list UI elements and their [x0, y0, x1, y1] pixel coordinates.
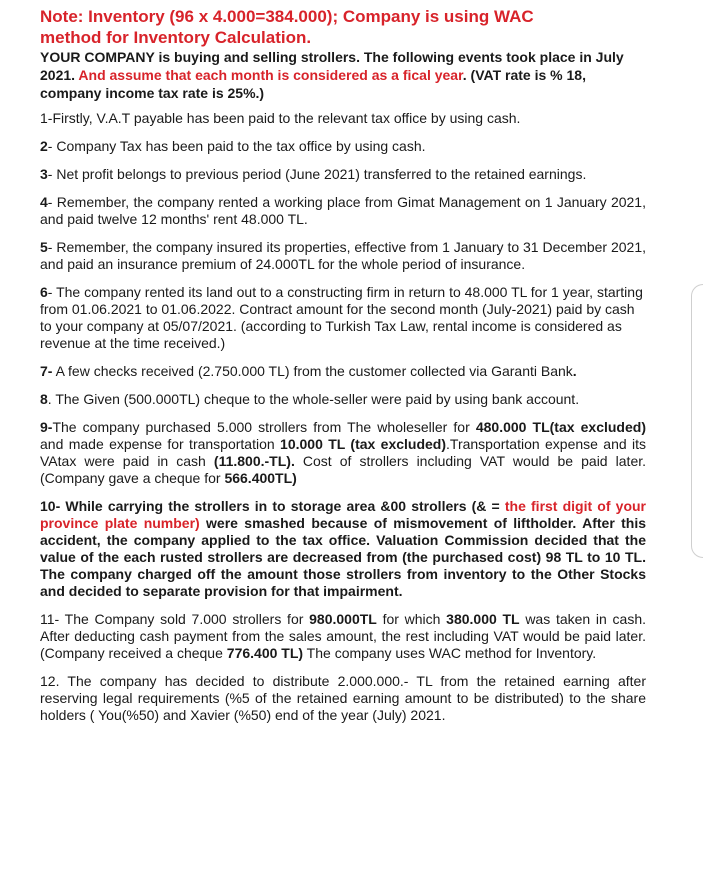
note-title: [40, 6, 646, 48]
event-2-number: 2: [40, 138, 48, 154]
event-3: [40, 166, 646, 183]
event-11-cash-amount: 380.000 TL: [446, 611, 520, 627]
event-11-text-3: was taken in cash. After deducting cash payment from the sales amount, the rest including VAT would be paid later. (Company received a cheque: [40, 611, 646, 661]
document-page: [40, 6, 646, 735]
event-9-text-1: The company purchased 5.000 strollers from The wholeseller for: [52, 419, 476, 435]
event-11-text-4: The company uses WAC method for Inventory.: [303, 645, 597, 661]
event-11-sales-amount: 980.000TL: [309, 611, 377, 627]
event-2-text: - Company Tax has been paid to the tax office by using cash.: [47, 138, 426, 154]
event-7: [40, 363, 646, 380]
event-9-text-2: and made expense for transportation: [40, 436, 281, 452]
event-7-number: 7-: [40, 363, 53, 379]
event-6-text: - The company rented its land out to a constructing firm in return to 48.000 TL for 1 year, starting from 01.06.2021 to 01.06.2022. Contract amount for the second month (July-2021) paid by cash to your company at 05/07/2021. (according to Turkish Tax Law, rental income is considered as revenue at the time received.): [40, 284, 643, 351]
event-10-plate-note: the first digit of your province plate number): [40, 498, 647, 531]
event-7-text: A few checks received (2.750.000 TL) from the customer collected via Garanti Bank: [52, 363, 573, 379]
event-11-text-1: 11- The Company sold 7.000 strollers for: [40, 611, 310, 627]
event-8-text: . The Given (500.000TL) cheque to the whole-seller were paid by using bank account.: [47, 391, 580, 407]
event-11-text-2: for which: [376, 611, 447, 627]
intro-text-1: YOUR COMPANY is buying and selling strollers. The following events took place in July 2021.: [40, 49, 624, 83]
intro-fiscal-year-note: And assume that each month is considered as a fical year: [78, 67, 463, 83]
event-2: [40, 138, 646, 155]
event-9-purchase-amount: 480.000 TL(tax excluded): [475, 419, 646, 435]
event-1: [40, 110, 646, 127]
event-6: [40, 284, 646, 352]
event-4-number: 4: [40, 194, 48, 210]
event-11-cheque-amount: 776.400 TL): [226, 645, 304, 661]
event-9-transport-amount: 10.000 TL (tax excluded): [280, 436, 447, 452]
event-7-end: .: [572, 363, 577, 379]
note-title-line-1: Note: Inventory (96 x 4.000=384.000); Company is using WAC: [40, 7, 534, 26]
event-9: [40, 419, 646, 487]
event-10: [40, 498, 646, 600]
event-8-number: 8: [40, 391, 48, 407]
event-10-text-2: were smashed because of mismovement of liftholder. After this accident, the company applied to the tax office. Valuation Commission decided that the value of the each rusted strollers are decreased from (the purchased cost) 98 TL to 10 TL. The company charged off the amount those strollers from inventory to the Other Stocks and decided to separate provision for that impairment.: [40, 515, 646, 599]
event-8: [40, 391, 646, 408]
event-6-number: 6: [40, 284, 48, 300]
event-9-cash-amount: (11.800.-TL).: [213, 453, 295, 469]
side-scroll-tab[interactable]: [691, 284, 703, 558]
note-title-line-2: method for Inventory Calculation.: [40, 28, 312, 47]
event-4: [40, 194, 646, 228]
event-5-number: 5: [40, 239, 48, 255]
event-1-text: 1-Firstly, V.A.T payable has been paid to the relevant tax office by using cash.: [40, 110, 521, 126]
event-9-number: 9-: [40, 419, 53, 435]
event-12-text: 12. The company has decided to distribute 2.000.000.- TL from the retained earning after reserving legal requirements (%5 of the retained earning amount to be distributed) to the share holders ( You(%50) and Xavier (%50) end of the year (July) 2021.: [40, 673, 646, 723]
event-3-number: 3: [40, 166, 48, 182]
event-9-text-3: .Transportation expense and its VAtax were paid in cash: [40, 436, 647, 469]
intro-text-3: . (VAT rate is % 18, company income tax rate is 25%.): [40, 67, 586, 101]
event-12: [40, 673, 646, 724]
event-9-text-4: Cost of strollers including VAT would be paid later. (Company gave a cheque for: [40, 453, 647, 486]
event-5-text: - Remember, the company insured its properties, effective from 1 January to 31 December 2021, and paid an insurance premium of 24.000TL for the whole period of insurance.: [40, 239, 646, 272]
event-3-text: - Net profit belongs to previous period (June 2021) transferred to the retained earnings.: [47, 166, 587, 182]
event-10-text-1: 10- While carrying the strollers in to storage area &00 strollers (& =: [40, 498, 505, 514]
event-9-cheque-amount: 566.400TL): [224, 470, 297, 486]
event-11: [40, 611, 646, 662]
event-4-text: - Remember, the company rented a working place from Gimat Management on 1 January 2021, and paid twelve 12 months' rent 48.000 TL.: [40, 194, 646, 227]
intro-paragraph: [40, 48, 646, 102]
event-5: [40, 239, 646, 273]
